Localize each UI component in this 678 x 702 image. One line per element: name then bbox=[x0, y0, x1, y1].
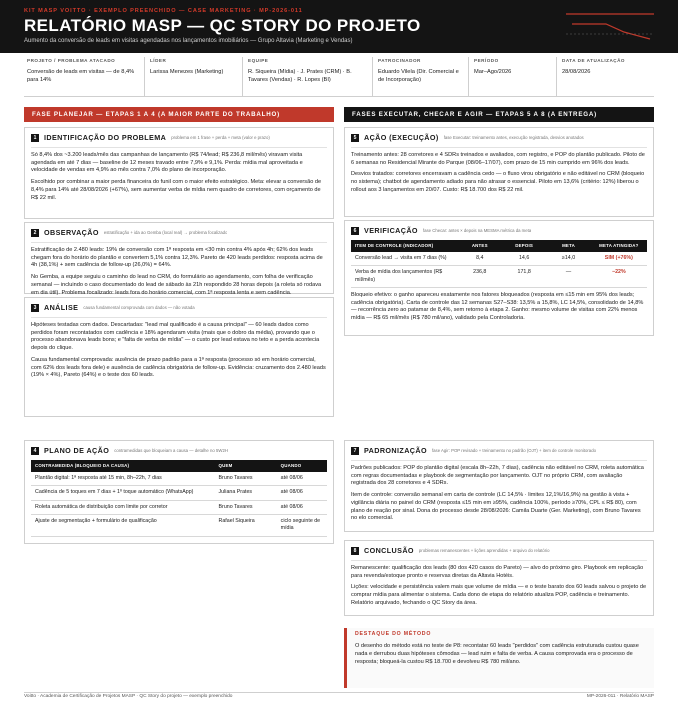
card-paragraph: Só 8,4% dos ~3.200 leads/mês das campanhas de lançamento (R$ 74/lead; R$ 236,8 mil/mês) viravam visita agendada em até 7 dias — baseline de 12 meses travado entre 7,9% e 9,1%. Perda: mídia mal aproveitada e velocidade de vendas em 4,9% ao mês contra 7,0% do plano de incorporação. bbox=[31, 151, 303, 174]
meta-value: 28/08/2026 bbox=[562, 69, 591, 76]
step-number: 5 bbox=[351, 134, 359, 142]
card-paragraph: Desvios tratados: corretores encerravam a cadência cedo — o fluxo virou obrigatório e não editável no CRM (bloqueio no sistema); chatbot de agendamento adiado para não atrasar o essencial. Piloto em 13,6% (critério: 12%) liberou o rollout aos 3 lançamentos em 20/07. Custo: R$ 18.700 dos R$ 22 mil. bbox=[351, 171, 645, 193]
meta-value: Mar–Ago/2026 bbox=[474, 69, 512, 76]
table-row bbox=[31, 500, 327, 514]
meta-value: Conversão de leads em visitas — de 8,4% para 14% bbox=[27, 69, 135, 84]
card-acao bbox=[344, 127, 654, 217]
cell-before: 236,8 bbox=[458, 266, 502, 288]
step-number: 8 bbox=[351, 547, 359, 555]
card-title: IDENTIFICAÇÃO DO PROBLEMA bbox=[44, 133, 167, 142]
cell-who: Rafael Siqueira bbox=[215, 514, 277, 536]
step-number: 6 bbox=[351, 227, 359, 235]
card-paragraph: Remanescente: qualificação dos leads (80 dos 420 casos do Pareto) — alvo do próximo giro. Playbook em replicação para revenda/estoque pronto e reservas diretas da Altavia Hotéis. bbox=[351, 564, 644, 579]
table-row bbox=[31, 514, 327, 536]
step-number: 7 bbox=[351, 447, 359, 455]
meta-value: Larissa Menezes (Marketing) bbox=[150, 69, 224, 76]
col-header: DEPOIS bbox=[502, 240, 546, 252]
cell-indicator: Conversão lead → visita em 7 dias (%) bbox=[351, 252, 458, 266]
meta-label: PERÍODO bbox=[474, 58, 499, 63]
table-row bbox=[31, 472, 327, 486]
verification-table bbox=[351, 240, 647, 288]
card-conclusao bbox=[344, 540, 654, 616]
table-row bbox=[31, 486, 327, 500]
page-subtitle: Aumento da conversão de leads em visitas agendadas nos lançamentos imobiliários — Grupo Altavia (Marketing e Vendas) bbox=[24, 38, 353, 45]
card-title: CONCLUSÃO bbox=[364, 546, 414, 555]
step-number: 2 bbox=[31, 229, 39, 237]
card-title: PLANO DE AÇÃO bbox=[44, 446, 110, 455]
meta-leader bbox=[144, 57, 242, 96]
card-note: fase Checar: antes × depois na MESMA métrica da meta bbox=[422, 228, 532, 233]
card-paragraph: Escolhido por combinar a maior perda financeira do funil com o maior efeito estratégico. Meta: elevar a conversão de 8,4% para 14% até 28/08/2026 (+67%), sem aumentar verba de mídia nem quadro de corretores, com orçamento de R$ 22 mil. bbox=[31, 179, 322, 201]
card-note: contramedidas que bloqueiam a causa — detalhe no 5W2H bbox=[114, 448, 228, 453]
cell-before: 8,4 bbox=[458, 252, 502, 266]
cell-who: Bruno Tavares bbox=[215, 500, 277, 514]
cell-countermeasure: Ajuste de segmentação + formulário de qualificação bbox=[31, 514, 215, 536]
card-title: PADRONIZAÇÃO bbox=[364, 446, 427, 455]
header-kicker: KIT MASP VOITTO · EXEMPLO PREENCHIDO — CASE MARKETING · MP-2026-011 bbox=[24, 8, 303, 14]
card-paragraph: Padrões publicados: POP do plantão digital (escala 8h–22h, 7 dias), cadência não editável no CRM, roleta automática com regras documentadas e playbook de segmentação por lançamento. OJT no próprio CRM, com avaliação registrada dos 28 corretores e 4 SDRs. bbox=[351, 464, 644, 487]
card-identificacao bbox=[24, 127, 334, 219]
highlight-label: DESTAQUE DO MÉTODO bbox=[355, 631, 432, 637]
card-paragraph: Lições: velocidade e persistência valem mais que volume de mídia — e o teste barato dos 60 leads salvou o projeto de comprar mídia para alimentar o sistema. Cada dono de etapa do relatório atualiza POP, cadência e treinamento. Relatório arquivado, fechando o QC Story da área. bbox=[351, 584, 647, 606]
meta-project bbox=[24, 57, 144, 96]
cell-achieved: −22% bbox=[591, 266, 647, 288]
card-note: fase Executar: treinamento antes, execução registrada, desvios anotados bbox=[443, 135, 584, 140]
card-paragraph: Causa fundamental comprovada: ausência de prazo padrão para a 1ª resposta (processo só em horário comercial, com 62% dos leads fora dele) e ausência de cadência obrigatória de follow-up. Evidência: cruzamento dos 2.480 leads (19% × 4%), Pareto (64%) e o teste dos 60 leads. bbox=[31, 356, 326, 379]
cell-indicator: Verba de mídia dos lançamentos (R$ mil/mês) bbox=[351, 266, 458, 288]
page-footer bbox=[24, 692, 654, 701]
card-padronizacao bbox=[344, 440, 654, 532]
method-highlight-box bbox=[344, 628, 654, 688]
card-paragraph: Bloqueio efetivo: o ganho apareceu exatamente nos fatores bloqueados (resposta em ≤15 min em 95% dos leads; cadência obrigatória). Carta de controle das 12 semanas S27–S38: 13,5% a 15,8%, LC 14,5%, consolidado de 14,8% — recorrência zero ao patamar de 8,4%, sem retorno à etapa 2. Ganho: mesmo volume de visitas com 22% menos mídia — R$ 65 mil/mês (R$ 780 mil/ano), validado pela Controladoria. bbox=[351, 291, 644, 322]
cell-when: até 08/06 bbox=[277, 486, 327, 500]
card-title: ANÁLISE bbox=[44, 303, 79, 312]
highlight-text: O desenho do método está no teste de P8: recontatar 60 leads "perdidos" com cadência estruturada custou quase nada e derrubou duas hipóteses cômodas — lead ruim e falta de verba. A causa comprovada era o processo de resposta; bloqueá-la custou R$ 18.700 e devolveu R$ 780 mil/ano. bbox=[355, 643, 639, 665]
meta-label: DATA DE ATUALIZAÇÃO bbox=[562, 58, 625, 63]
table-row bbox=[351, 266, 647, 288]
cell-when: ciclo seguinte de mídia bbox=[277, 514, 327, 536]
meta-sponsor bbox=[372, 57, 468, 96]
cell-countermeasure: Plantão digital: 1ª resposta até 15 min, 8h–22h, 7 dias bbox=[31, 472, 215, 486]
cell-when: até 08/06 bbox=[277, 500, 327, 514]
card-title: VERIFICAÇÃO bbox=[364, 226, 418, 235]
card-verificacao bbox=[344, 220, 654, 336]
col-header: ITEM DE CONTROLE (INDICADOR) bbox=[351, 240, 458, 252]
step-number: 1 bbox=[31, 134, 39, 142]
card-title: AÇÃO (EXECUÇÃO) bbox=[364, 133, 439, 142]
card-note: problemas remanescentes + lições aprendidas + arquivo do relatório bbox=[418, 548, 550, 553]
project-meta-row bbox=[24, 57, 654, 97]
meta-label: PROJETO / PROBLEMA ATACADO bbox=[27, 58, 116, 63]
card-note: fase Agir: POP revisado + treinamento no padrão (OJT) + item de controle monitorado bbox=[431, 448, 596, 453]
col-header: META bbox=[546, 240, 590, 252]
card-paragraph: Hipóteses testadas com dados. Descartadas: "lead mal qualificado é a causa principal" — 60 leads dados como perdidos foram recontatados com cadência e 18% agendaram visita (mais que o dobro da média), provando que o processo abandonava leads bons; e "falta de verba de mídia" — o custo por lead estava no teto e a perda acontecia depois do clique. bbox=[31, 321, 320, 352]
col-header: QUEM bbox=[215, 460, 277, 472]
table-row bbox=[351, 252, 647, 266]
cell-target: ≥14,0 bbox=[546, 252, 590, 266]
phase-act-bar: FASES EXECUTAR, CHECAR E AGIR — ETAPAS 5 A 8 (A ENTREGA) bbox=[344, 107, 654, 122]
meta-label: LÍDER bbox=[150, 58, 167, 63]
card-plano-acao bbox=[24, 440, 334, 544]
footer-left: Voitto · Academia de Certificação de Projetos MASP · QC Story do projeto — exemplo preenchido bbox=[24, 694, 233, 699]
step-number: 3 bbox=[31, 304, 39, 312]
cell-after: 171,8 bbox=[502, 266, 546, 288]
meta-value: R. Siqueira (Mídia) · J. Prates (CRM) · B. Tavares (Vendas) · R. Lopes (BI) bbox=[248, 69, 352, 84]
phase-plan-bar: FASE PLANEJAR — ETAPAS 1 A 4 (A MAIOR PARTE DO TRABALHO) bbox=[24, 107, 334, 122]
card-note: causa fundamental comprovada com dados — não votada bbox=[83, 305, 195, 310]
cell-who: Juliana Prates bbox=[215, 486, 277, 500]
card-paragraph: Treinamento antes: 28 corretores e 4 SDRs treinados e avaliados, com registro, e POP do plantão publicado. Piloto de 6 semanas no Residencial Mirante do Parque (08/06–17/07), com prazo de 15 min cumprido em 96% dos leads. bbox=[351, 151, 645, 166]
cell-who: Bruno Tavares bbox=[215, 472, 277, 486]
card-note: estratificação + ida ao Gemba (local real) → problema focalizado bbox=[103, 230, 228, 235]
col-header: CONTRAMEDIDA (BLOQUEIO DA CAUSA) bbox=[31, 460, 215, 472]
meta-period bbox=[468, 57, 556, 96]
meta-update-date bbox=[556, 57, 654, 96]
cell-countermeasure: Cadência de 5 toques em 7 dias + 1º toque automático (WhatsApp) bbox=[31, 486, 215, 500]
cell-when: até 08/06 bbox=[277, 472, 327, 486]
col-header: ANTES bbox=[458, 240, 502, 252]
step-number: 4 bbox=[31, 447, 39, 455]
card-paragraph: Estratificação de 2.480 leads: 19% de conversão com 1ª resposta em <30 min contra 4% após 4h; 62% dos leads chegam fora do horário do plantão e convertem 5,1% contra 12,3%. Pareto de 420 leads perdidos: resposta acima de 4h (38,1%) + sem cadência de follow-up (26,0%) = 64%. bbox=[31, 246, 323, 269]
cell-after: 14,6 bbox=[502, 252, 546, 266]
cell-countermeasure: Roleta automática de distribuição com limite por corretor bbox=[31, 500, 215, 514]
cell-achieved: SIM (+76%) bbox=[591, 252, 647, 266]
meta-label: PATROCINADOR bbox=[378, 58, 421, 63]
card-observacao bbox=[24, 222, 334, 294]
report-header bbox=[0, 0, 678, 53]
card-analise bbox=[24, 297, 334, 417]
page-title: RELATÓRIO MASP — QC STORY DO PROJETO bbox=[24, 15, 421, 35]
col-header: META ATINGIDA? bbox=[591, 240, 647, 252]
decorative-trend-line bbox=[566, 12, 654, 42]
card-paragraph: No Gemba, a equipe seguiu o caminho do lead no CRM, do formulário ao agendamento, com folha de verificação semanal — incluindo o caso documentado do lead de sábado às 21h respondido 28 horas depois (a roleta só rodava em dia útil). Problema focalizado: leads fora do horário comercial, com 1ª resposta lenta e sem cadência. bbox=[31, 274, 322, 296]
card-title: OBSERVAÇÃO bbox=[44, 228, 99, 237]
meta-value: Eduardo Vilela (Dir. Comercial e de Incorporação) bbox=[378, 69, 459, 84]
footer-right: MP-2026-011 · Relatório MASP bbox=[586, 694, 654, 699]
col-header: QUANDO bbox=[277, 460, 327, 472]
card-note: problema em 1 frase + perda + meta (valor e prazo) bbox=[171, 135, 270, 140]
meta-label: EQUIPE bbox=[248, 58, 269, 63]
meta-team bbox=[242, 57, 372, 96]
action-plan-table bbox=[31, 460, 327, 537]
card-paragraph: Item de controle: conversão semanal em carta de controle (LC 14,5% · limites 12,1%/16,9%) na gestão à vista + vigilância diária no painel do CRM (resposta ≤15 min em ≥95%, cadência 100%, período ≥70%, CPL ≤ R$ 80), com plano de reação por sinal. Dona do processo desde 28/08/2026: Camila Duarte (Ger. Marketing), com Bruno Tavares no elo comercial. bbox=[351, 492, 641, 522]
cell-target: — bbox=[546, 266, 590, 288]
